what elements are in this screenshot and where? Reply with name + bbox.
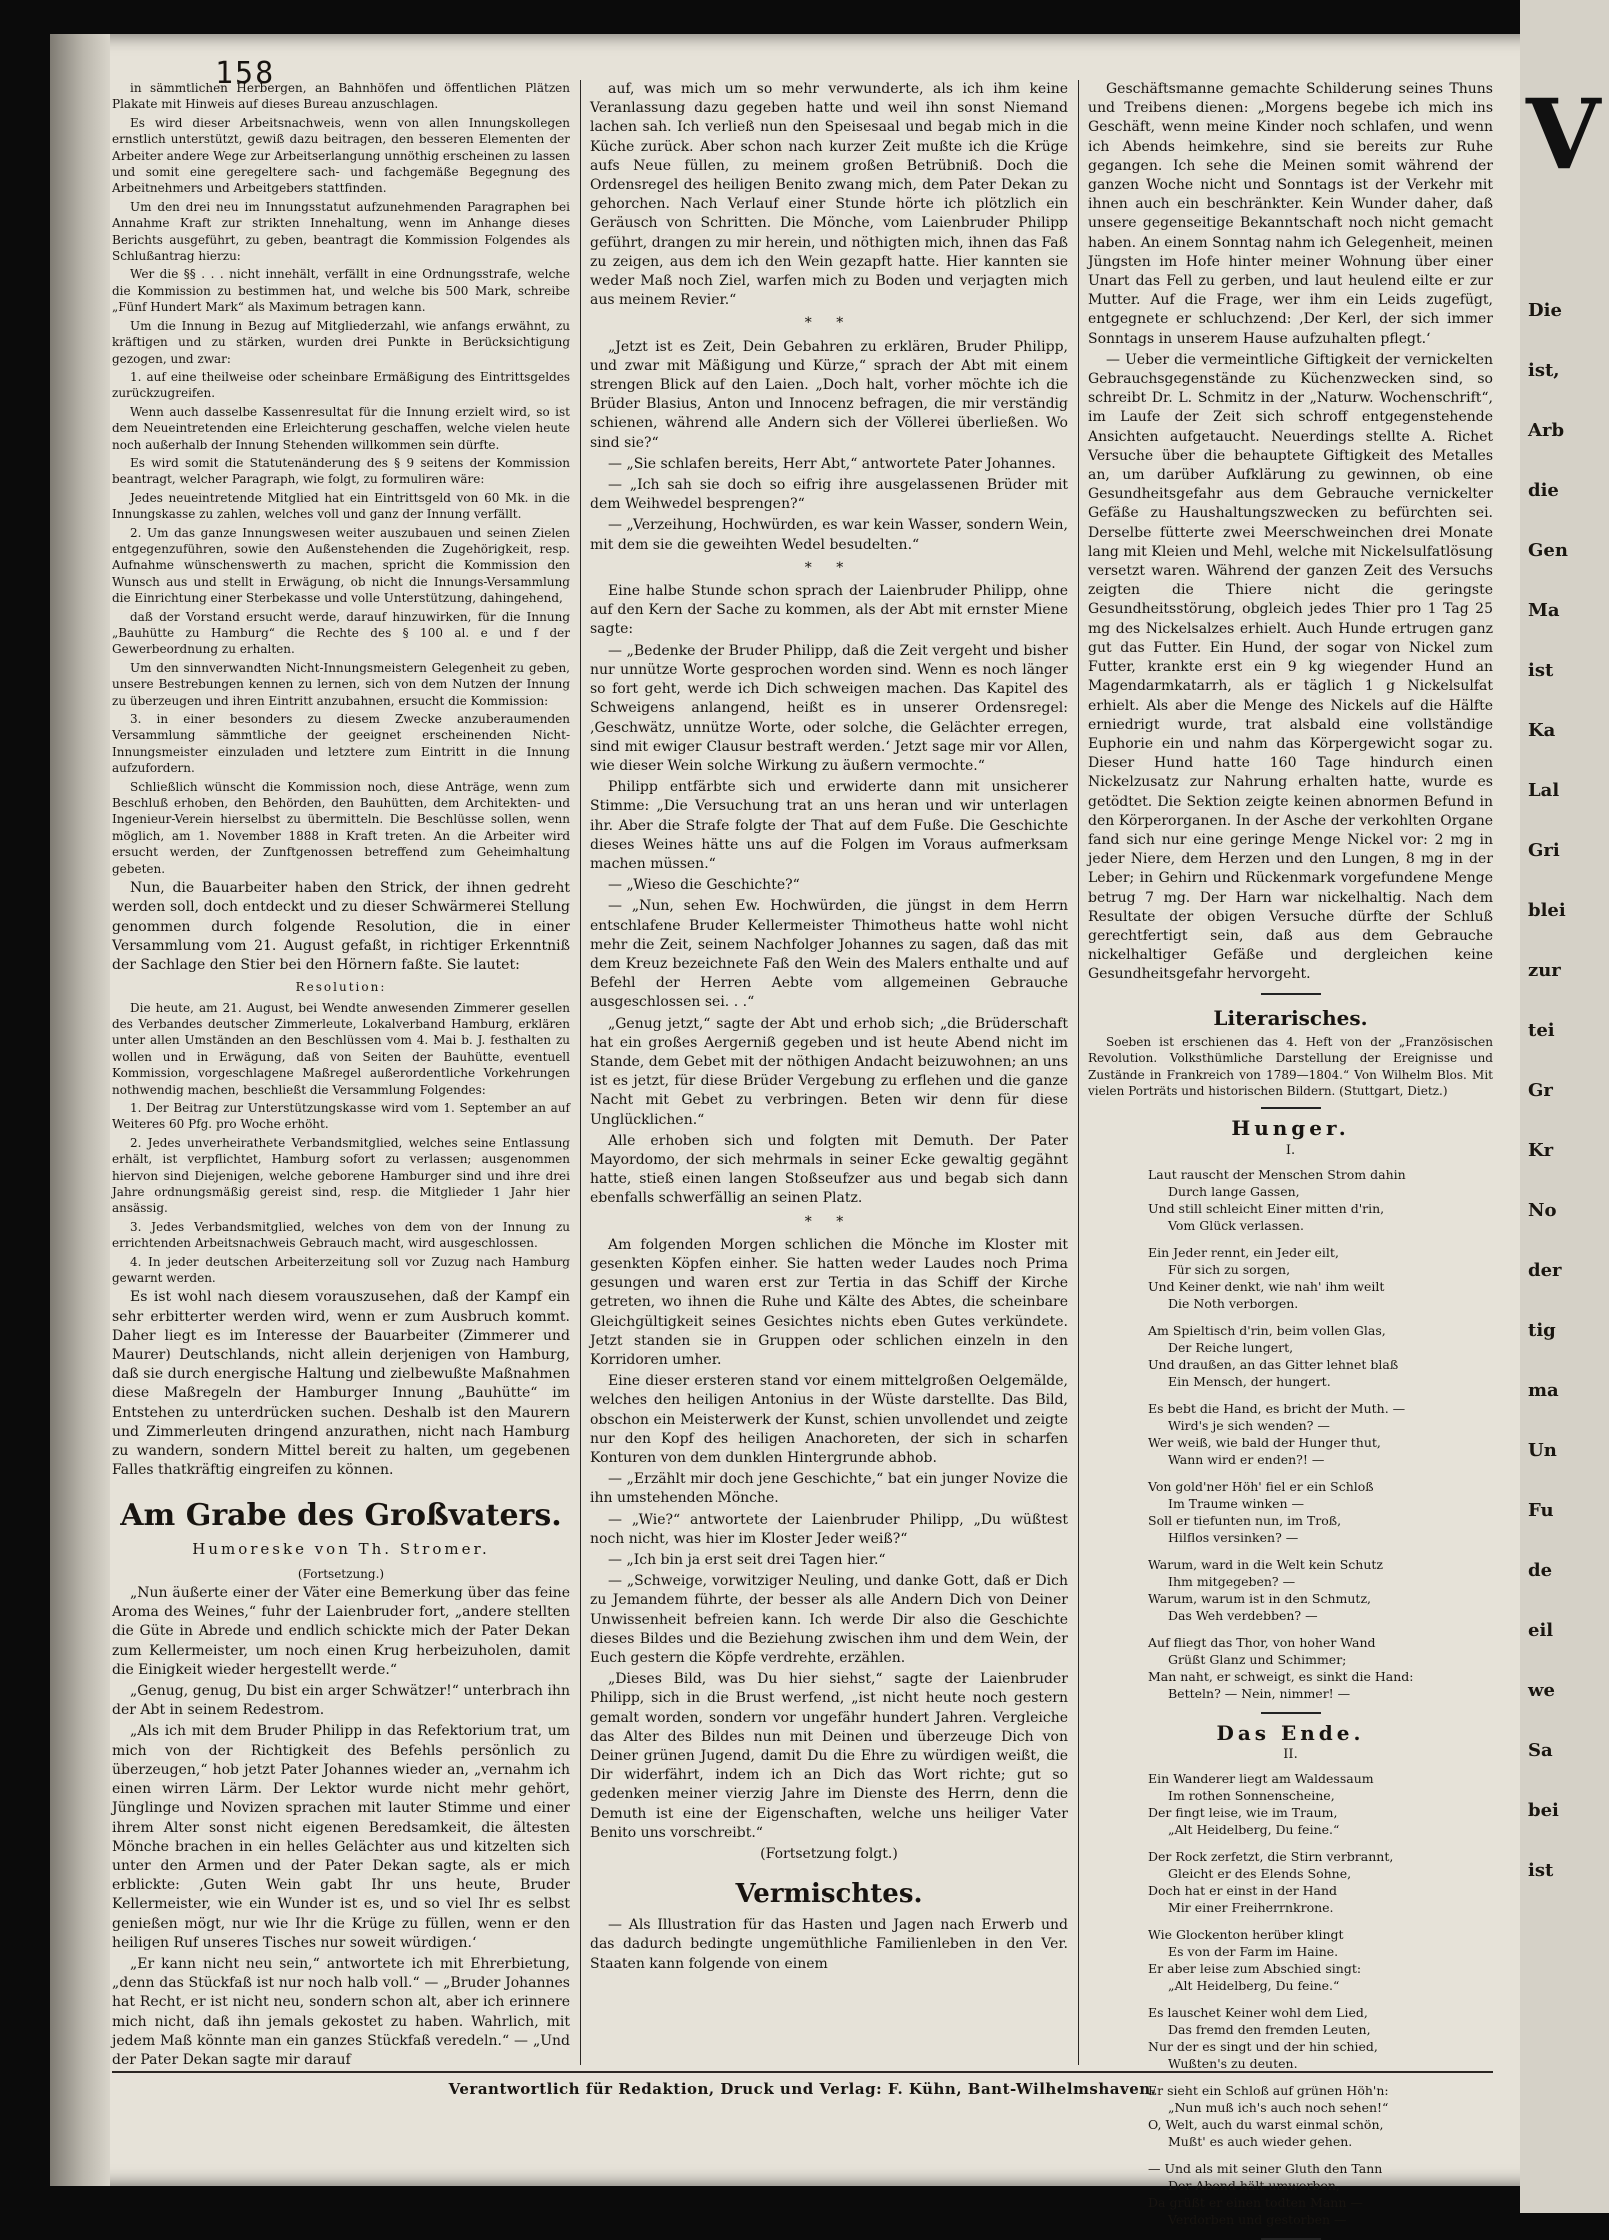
divider [1261, 1712, 1321, 1714]
poem-title-ende: Das Ende. [1216, 1720, 1365, 1745]
poem-line: Grüßt Glanz und Schimmer; [1168, 1651, 1347, 1667]
paragraph: 4. In jeder deutschen Arbeiterzeitung soll vor Zuzug nach Hamburg gewarnt werden. [112, 1254, 570, 1286]
adjacent-text-fragment: tei [1528, 1020, 1555, 1041]
paragraph: — „Ich bin ja erst seit drei Tagen hier.“ [608, 1552, 886, 1569]
adjacent-text-fragment: ist [1528, 1860, 1554, 1881]
column-1 [112, 80, 570, 2068]
paragraph: Es wird dieser Arbeitsnachweis, wenn von allen Innungskollegen ernstlich unterstützt, gewiß dazu beitragen, den besseren Elementen der Arbeiter andere Wege zur Arbeitserlangung unnöthig erscheinen zu lassen und somit eine geregeltere sach- und fachgemäße Begegnung des Arbeitnehmers und Arbeitgebers stattfinden. [112, 115, 570, 196]
paragraph: daß der Vorstand ersucht werde, darauf hinzuwirken, für die Innung „Bauhütte zu Hamburg“ die Rechte des § 100 al. e und f der Gewerbeordnung zu erhalten. [112, 609, 570, 657]
paragraph: „Nun äußerte einer der Väter eine Bemerkung über das feine Aroma des Weines,“ fuhr der Laienbruder fort, „andere stellten die Güte in Abrede und endlich schickte mich der Pater Dekan zum Kellermeister, um noch einen Krug herbeizuholen, damit die Einigkeit wieder hergestellt werde.“ [112, 1585, 570, 1678]
poem-line: Verdorben und gestorben — [1168, 2212, 1347, 2228]
poem-part-number: II. [1283, 1746, 1298, 1762]
paragraph: — Als Illustration für das Hasten und Jagen nach Erwerb und das dadurch bedingte ungemüthliche Familienleben in den Ver. Staaten kann folgende von einem [590, 1917, 1068, 1972]
paragraph: Um die Innung in Bezug auf Mitgliederzahl, wie anfangs erwähnt, zu kräftigen und zu stärken, wurden drei Punkte in Berücksichtigung gezogen, und zwar: [112, 318, 570, 366]
paragraph: Es wird somit die Statutenänderung des § 9 seitens der Kommission beantragt, welcher Paragraph, wie folgt, zu formuliren wäre: [112, 455, 570, 487]
poem-line: Der Reiche lungert, [1168, 1339, 1294, 1355]
adjacent-text-fragment: Ka [1528, 720, 1556, 741]
story-author: Humoreske von Th. Stromer. [192, 1540, 490, 1559]
poem-stanza [1148, 1244, 1493, 1312]
paragraph: — „Wie?“ antwortete der Laienbruder Philipp, „Du wüßtest noch nicht, was hier im Kloster Jeder weiß?“ [590, 1511, 1068, 1547]
poem-line: Er aber leise zum Abschied singt: [1148, 1961, 1362, 1977]
adjacent-text-fragment: ma [1528, 1380, 1559, 1401]
poem-line: Der Abend hält umworben, [1168, 2178, 1340, 2194]
poem-line: Nur der es singt und der hin schied, [1148, 2039, 1378, 2055]
paragraph: Philipp entfärbte sich und erwiderte dann mit unsicherer Stimme: „Die Versuchung trat an uns heran und wir unterlagen ihr. Aber die Strafe folgte der That auf dem Fuße. Die Geschichte dieses Weines hätte uns auf die Folgen im Voraus aufmerksam machen müssen.“ [590, 779, 1068, 872]
paragraph: — „Bedenke der Bruder Philipp, daß die Zeit vergeht und bisher nur unnütze Worte gesprochen worden sind. Wenn es noch länger so fort geht, werde ich Dich schweigen machen. Das Kapitel des Schweigens anlangend, heißt es in unserer Ordensregel: ‚Geschwätz, unnütze Worte, oder solche, die Gelächter erregen, sind mit ewiger Clausur bestraft werden.‘ Jetzt sage mir vor Allen, wie dieser Wein solche Wirkung zu äußern vermochte.“ [590, 642, 1068, 774]
story-title: Am Grabe des Großvaters. [120, 1498, 562, 1534]
adjacent-text-fragment: Gen [1528, 540, 1568, 561]
poem-line: Auf fliegt das Thor, von hoher Wand [1148, 1634, 1376, 1650]
paragraph: Eine halbe Stunde schon sprach der Laienbruder Philipp, ohne auf den Kern der Sache zu kommen, als der Abt mit ernster Miene sagte: [590, 583, 1068, 638]
poem-line: Wußten's zu deuten. [1168, 2056, 1298, 2072]
poem-line: „Alt Heidelberg, Du feine.“ [1168, 1822, 1340, 1838]
poem-line: Da grüßt er einen todten Mann — [1148, 2195, 1363, 2211]
poem-line: Der Rock zerfetzt, die Stirn verbrannt, [1148, 1849, 1394, 1865]
footer-rule [112, 2071, 1493, 2073]
poem-line: Am Spieltisch d'rin, beim vollen Glas, [1148, 1322, 1386, 1338]
paragraph: in sämmtlichen Herbergen, an Bahnhöfen und öffentlichen Plätzen Plakate mit Hinweis auf dieses Bureau anzuschlagen. [112, 81, 570, 112]
paragraph: — „Verzeihung, Hochwürden, es war kein Wasser, sondern Wein, mit dem sie die geweihten Wedel besudelten.“ [590, 517, 1068, 553]
column-3 [1088, 80, 1493, 2228]
paragraph: — „Ich sah sie doch so eifrig ihre ausgelassenen Brüder mit dem Weihwedel besprengen?“ [590, 477, 1068, 513]
page-number: 158 [215, 56, 276, 91]
poem-line: Ein Wanderer liegt am Waldessaum [1148, 1771, 1374, 1787]
adjacent-text-fragment: Un [1528, 1440, 1557, 1461]
paragraph: Alle erhoben sich und folgten mit Demuth. Der Pater Mayordomo, der sich mehrmals in seiner Ecke gewaltig gegähnt hatte, stieß einen langen Stoßseufzer aus und begab sich dann ebenfalls schwerfällig an seinen Platz. [590, 1132, 1068, 1207]
adjacent-text-fragment: ist [1528, 660, 1554, 681]
adjacent-text-fragment: Ma [1528, 600, 1560, 621]
divider [1261, 1107, 1321, 1109]
paragraph: Wenn auch dasselbe Kassenresultat für die Innung erzielt wird, so ist dem Neueintretenden eine Erleichterung geschaffen, welche vielen heute noch außerhalb der Innung Stehenden willkommen sein dürfte. [112, 404, 570, 452]
poem-line: Es bebt die Hand, es bricht der Muth. — [1148, 1400, 1406, 1416]
poem-line: Ein Mensch, der hungert. [1168, 1373, 1331, 1389]
paragraph: 3. Jedes Verbandsmitglied, welches von dem von der Innung zu errichtenden Arbeitsnachweis Gebrauch macht, wird ausgeschlossen. [112, 1219, 570, 1251]
poem-line: Es von der Farm im Haine. [1168, 1944, 1339, 1960]
poem-line: — Und als mit seiner Gluth den Tann [1148, 2161, 1383, 2177]
poem-line: O, Welt, auch du warst einmal schön, [1148, 2117, 1384, 2133]
poem-ende [1088, 1770, 1493, 2228]
poem-line: Im rothen Sonnenscheine, [1168, 1788, 1335, 1804]
paragraph: „Als ich mit dem Bruder Philipp in das Refektorium trat, um mich von der Richtigkeit des Befehls persönlich zu überzeugen,“ hob jetzt Pater Johannes wieder an, „vernahm ich einen wirren Lärm. Der Lektor wurde nicht mehr gehört, Jünglinge und Novizen sprachen mit lauter Stimme und einer ihrem Alter sonst nicht eigenen Beredsamkeit, die ältesten Mönche brachen in ein helles Gelächter aus und kitzelten sich unter den Armen und der Pater Dekan sagte, als er mich erblickte: ‚Guten Wein gabt Ihr uns heute, Bruder Kellermeister, wie ein Wunder ist es, und so viel Ihr es selbst genießen mögt, nur wie Ihr die Krüge zu füllen, wenn er den heiligen Ruf unseres Tisches nur soweit würdigen.‘ [112, 1723, 570, 1951]
paragraph: Geschäftsmanne gemachte Schilderung seines Thuns und Treibens dienen: „Morgens begebe ich mich ins Geschäft, wenn meine Kinder noch schlafen, und wenn ich Abends heimkehre, sind sie bereits zur Ruhe gegangen. Ich sehe die Meinen somit während der ganzen Woche nicht und Sonntags ist der Verkehr mit ihnen auch ein beschränkter. Kein Wunder daher, daß unsere gegenseitige Bekanntschaft noch nicht gemacht haben. An einem Sonntag nahm ich Gelegenheit, meinen Jüngsten im Hofe hinter meiner Wohnung über einer Unart das Fell zu gerben, und laut heulend eilte er zur Mutter. Auf die Frage, wer ihm ein Leids zugefügt, entgegnete er schluchzend: ‚Der Kerl, der sich immer Sonntags in unserem Hause aufzuhalten pflegt.‘ [1088, 81, 1493, 347]
poem-line: Hilflos versinken? — [1168, 1529, 1299, 1545]
adjacent-text-fragment: Sa [1528, 1740, 1553, 1761]
paragraph: Jedes neueintretende Mitglied hat ein Eintrittsgeld von 60 Mk. in die Innungskasse zu zahlen, welches voll und ganz der Innung verfällt. [112, 490, 570, 522]
poem-line: Er sieht ein Schloß auf grünen Höh'n: [1148, 2083, 1389, 2099]
paragraph: Eine dieser ersteren stand vor einem mittelgroßen Oelgemälde, welches den heiligen Antonius in der Wüste darstellte. Das Bild, obschon ein Meisterwerk der Kunst, schien unvollendet und zeigte nur den Kopf des heiligen Anachoreten, der sich in scharfen Konturen von dem dunklen Hintergrunde abhob. [590, 1373, 1068, 1467]
poem-line: Laut rauscht der Menschen Strom dahin [1148, 1166, 1406, 1182]
paragraph: „Genug jetzt,“ sagte der Abt und erhob sich; „die Brüderschaft hat ein großes Aergerniß gegeben und ist heute Abend nicht im Stande, dem Gebet mit der nöthigen Andacht beizuwohnen; an uns ist es jetzt, für diese Brüder Vergebung zu erflehen und die ganze Nacht mit Gebet zu verbringen. Beten wir denn für diese Unglücklichen.“ [590, 1015, 1068, 1128]
paragraph: 2. Um das ganze Innungswesen weiter auszubauen und seinen Zielen entgegenzuführen, sowie den Außenstehenden die Zugehörigkeit, resp. Aufnahme wünschenswerth zu machen, spricht die Kommission den Wunsch aus und stellt in Erwägung, ob nicht die Innungs-Versammlung die Einrichtung einer Sterbekasse und volle Unterstützung, dahingehend, [112, 525, 570, 606]
poem-stanza [1148, 2160, 1493, 2228]
adjacent-text-fragment: Die [1528, 300, 1562, 321]
poem-line: Der fingt leise, wie im Traum, [1148, 1805, 1338, 1821]
paragraph: Soeben ist erschienen das 4. Heft von der „Französischen Revolution. Volksthümliche Darstellung der Ereignisse und Zustände in Frankreich von 1789—1804.“ Von Wilhelm Blos. Mit vielen Porträts und historischen Bildern. (Stuttgart, Dietz.) [1088, 1034, 1493, 1098]
poem-line: Warum, ward in die Welt kein Schutz [1148, 1556, 1384, 1572]
adjacent-text-fragment: Kr [1528, 1140, 1554, 1161]
poem-stanza [1148, 1770, 1493, 1838]
poem-line: Warum, warum ist in den Schmutz, [1148, 1590, 1371, 1606]
poem-stanza [1148, 2004, 1493, 2072]
paragraph: 3. in einer besonders zu diesem Zwecke anzuberaumenden Versammlung sämmtliche der geeignet erscheinenden Nicht-Innungsmeister einzuladen und letztere zum Eintritt in die Innung aufzufordern. [112, 712, 570, 776]
poem-hunger [1088, 1166, 1493, 1702]
section-title-literary: Literarisches. [1213, 1005, 1368, 1030]
poem-line: Ein Jeder rennt, ein Jeder eilt, [1148, 1244, 1339, 1260]
poem-stanza [1148, 1848, 1493, 1916]
poem-part-number: I. [1285, 1142, 1296, 1158]
paragraph: — „Erzählt mir doch jene Geschichte,“ bat ein junger Novize die ihn umstehenden Mönche. [590, 1471, 1068, 1507]
resolution-heading: Resolution: [295, 980, 387, 995]
adjacent-text-fragment: Lal [1528, 780, 1560, 801]
poem-line: Soll er tiefunten nun, im Troß, [1148, 1512, 1342, 1528]
paragraph: — „Sie schlafen bereits, Herr Abt,“ antwortete Pater Johannes. [608, 455, 1056, 472]
paragraph: auf, was mich um so mehr verwunderte, als ich ihm keine Veranlassung dazu gegeben hatte und weil ihn sonst Niemand lachen sah. Ich verließ nun den Speisesaal und begab mich in die Küche zurück. Aber schon nach kurzer Zeit mußte ich die Krüge aufs Neue füllen, zu meinem großen Betrübniß. Doch die Ordensregel des heiligen Benito zwang mich, dem Pater Dekan zu gehorchen. Nach Verlauf einer Stunde hörte ich plötzlich ein Geräusch von Schritten. Die Mönche, vom Laienbruder Philipp geführt, drangen zu mir herein, und nöthigten mich, ihnen das Faß zu zeigen, aus dem ich den Wein gezapft hatte. Hier kannten sie weder Maß noch Ziel, warfen mich zu Boden und verjagten mich aus meinem Revier.“ [590, 81, 1068, 309]
poem-line: Ihm mitgegeben? — [1168, 1573, 1296, 1589]
adjacent-text-fragment: Fu [1528, 1500, 1554, 1521]
poem-line: Das Weh verdebben? — [1168, 1607, 1318, 1623]
imprint-line: Verantwortlich für Redaktion, Druck und Verlag: F. Kühn, Bant-Wilhelmshaven. [448, 2080, 1157, 2098]
paragraph: 1. Der Beitrag zur Unterstützungskasse wird vom 1. September an auf Weiteres 60 Pfg. pro Woche erhöht. [112, 1100, 570, 1132]
paragraph: Nun, die Bauarbeiter haben den Strick, der ihnen gedreht werden soll, doch entdeckt und zu dieser Schwärmerei Stellung genommen durch folgende Resolution, die in einer Versammlung vom 21. August gefaßt, in richtiger Erkenntniß der Sachlage den Stier bei den Hörnern faßte. Sie lautet: [112, 880, 570, 973]
section-separator: * * [804, 559, 854, 576]
section-title-misc: Vermischtes. [735, 1879, 923, 1910]
column-rule-1 [580, 80, 581, 2065]
paragraph: — „Schweige, vorwitziger Neuling, und danke Gott, daß er Dich zu Jemandem führte, der besser als alle Andern Dich von Deiner Unwissenheit befreien kann. Ich werde Dir also die Geschichte dieses Bildes und die Beziehung zwischen ihm und dem Wein, der Euch gestern die Köpfe verdrehte, erzählen. [590, 1573, 1068, 1667]
paragraph: Die heute, am 21. August, bei Wendte anwesenden Zimmerer gesellen des Verbandes deutscher Zimmerleute, Lokalverband Hamburg, erklären unter allen Umständen an den Beschlüssen vom 4. Mai b. J. festhalten zu wollen und in Erwägung, daß von Seiten der Bauhütte, eventuell Kommission, vorgeschlagene Maßregel außerordentliche Vorkehrungen nothwendig machen, beschließt die Versammlung Folgendes: [112, 1000, 570, 1097]
poem-stanza [1148, 1166, 1493, 1234]
adjacent-text-fragment: tig [1528, 1320, 1556, 1341]
paragraph: Schließlich wünscht die Kommission noch, diese Anträge, wenn zum Beschluß erhoben, den Behörden, den Bauhütten, dem Architekten- und Ingenieur-Verein hierselbst zu übermitteln. Die Beschlüsse sollen, wenn möglich, am 1. November 1888 in Kraft treten. An die Arbeiter wird ersucht werden, der Zunftgenossen betreffend zum Geheimhaltung gebeten. [112, 779, 570, 876]
paragraph: „Jetzt ist es Zeit, Dein Gebahren zu erklären, Bruder Philipp, und zwar mit Mäßigung und Kürze,“ sprach der Abt mit einem strengen Blick auf den Laien. „Doch halt, vorher möchte ich die Brüder Blasius, Anton und Innocenz befragen, die mir verständig schienen, während alle Andern sich der Völlerei überließen. Wo sind sie?“ [590, 338, 1068, 451]
paragraph: 2. Jedes unverheirathete Verbandsmitglied, welches seine Entlassung erhält, ist verpflichtet, Hamburg sofort zu verlassen; ausgenommen hiervon sind Diejenigen, welche geborene Hamburger sind und ihre drei Jahre ordnungsmäßig gereist sind, resp. die Mitglieder 1 Jahr hier ansässig. [112, 1135, 570, 1216]
poem-line: Mußt' es auch wieder gehen. [1168, 2134, 1353, 2150]
poem-line: Doch hat er einst in der Hand [1148, 1883, 1338, 1899]
adjacent-text-fragment: ist, [1528, 360, 1560, 381]
adjacent-text-fragment: der [1528, 1260, 1562, 1281]
poem-line: Wer weiß, wie bald der Hunger thut, [1148, 1434, 1381, 1450]
poem-line: Es lauschet Keiner wohl dem Lied, [1148, 2005, 1368, 2021]
poem-line: Vom Glück verlassen. [1168, 1217, 1304, 1233]
column-rule-2 [1078, 80, 1079, 2065]
poem-line: Betteln? — Nein, nimmer! — [1168, 1685, 1351, 1701]
poem-stanza [1148, 1322, 1493, 1390]
adjacent-text-fragment: eil [1528, 1620, 1554, 1641]
paragraph: „Dieses Bild, was Du hier siehst,“ sagte der Laienbruder Philipp, sich in die Brust werfend, „ist nicht heute noch gestern gemalt worden, sondern vor ungefähr hundert Jahren. Vergleiche das Alter des Bildes nun mit Deinen und überzeuge Dich von Deiner grünen Jugend, damit Du die Ehre zu würdigen weißt, die Dir widerfährt, indem ich an Dich das Wort richte; gut so gedenken meiner vierzig Jahre im Dienste des Herrn, denn die Demuth ist eine der Eigenschaften, welche uns heiliger Vater Benito uns vorschreibt.“ [590, 1671, 1068, 1841]
continued-note: (Fortsetzung.) [297, 1566, 385, 1581]
paragraph: „Genug, genug, Du bist ein arger Schwätzer!“ unterbrach ihn der Abt in seinem Redestrom. [112, 1683, 570, 1719]
paragraph: Es ist wohl nach diesem vorauszusehen, daß der Kampf ein sehr erbitterter werden wird, wenn er zum Ausbruch kommt. Daher liegt es im Interesse der Bauarbeiter (Zimmerer und Maurer) Deutschlands, nicht allein derjenigen von Hamburg, daß sie durch energische Haltung und zielbewußte Maßnahmen diese Maßregeln der Hamburger Innung „Bauhütte“ im Entstehen zu unterdrücken suchen. Deshalb ist den Maurern und Zimmerleuten dringend anzurathen, nicht nach Hamburg zu wandern, sondern Mittel bereit zu halten, um gegebenen Falles thatkräftig eingreifen zu können. [112, 1289, 570, 1479]
paragraph: — „Wieso die Geschichte?“ [608, 877, 800, 894]
adjacent-text-fragment: die [1528, 480, 1559, 501]
adjacent-text-fragment: de [1528, 1560, 1553, 1581]
poem-line: Im Traume winken — [1168, 1495, 1305, 1511]
poem-line: Das fremd den fremden Leuten, [1168, 2022, 1371, 2038]
poem-line: Wie Glockenton herüber klingt [1148, 1927, 1344, 1943]
poem-stanza [1148, 1926, 1493, 1994]
adjacent-text-fragment: we [1528, 1680, 1555, 1701]
adjacent-text-fragment: blei [1528, 900, 1566, 921]
poem-stanza [1148, 1478, 1493, 1546]
poem-line: Wann wird er enden?! — [1168, 1451, 1325, 1467]
poem-line: Für sich zu sorgen, [1168, 1261, 1291, 1277]
to-be-continued: (Fortsetzung folgt.) [760, 1846, 898, 1863]
poem-line: Von gold'ner Höh' fiel er ein Schloß [1148, 1478, 1374, 1494]
poem-stanza [1148, 1634, 1493, 1702]
poem-line: Man naht, er schweigt, es sinkt die Hand: [1148, 1668, 1414, 1684]
paragraph: „Er kann nicht neu sein,“ antwortete ich mit Ehrerbietung, „denn das Stückfaß ist nur noch halb voll.“ — „Bruder Johannes hat Recht, er ist nicht neu, sondern schon alt, aber ich erinnere mich nicht, daß ihn jemals gekostet zu haben. Wahrlich, mit jedem Maß könnte man ein ganzes Stückfaß veredeln.“ — „Und der Pater Dekan sagte mir darauf [112, 1955, 570, 2068]
paragraph: Um den sinnverwandten Nicht-Innungsmeistern Gelegenheit zu geben, unsere Bestrebungen kennen zu lernen, sich von dem Nutzen der Innung zu überzeugen und ihren Eintritt anzubahnen, ersucht die Kommission: [112, 660, 570, 708]
poem-line: Mir einer Freiherrnkrone. [1168, 1900, 1334, 1916]
poem-title-hunger: Hunger. [1231, 1116, 1350, 1141]
poem-line: Die Noth verborgen. [1168, 1295, 1299, 1311]
poem-line: Wird's je sich wenden? — [1168, 1417, 1330, 1433]
adjacent-text-fragment: No [1528, 1200, 1557, 1221]
paragraph: 1. auf eine theilweise oder scheinbare Ermäßigung des Eintrittsgeldes zurückzugreifen. [112, 369, 570, 401]
poem-stanza [1148, 1400, 1493, 1468]
paragraph: Wer die §§ . . . nicht innehält, verfällt in eine Ordnungsstrafe, welche die Kommission zu bestimmen hat, und welche bis 500 Mark, schreibe „Fünf Hundert Mark“ als Maximum betragen kann. [112, 267, 570, 315]
masthead-fragment: V [1526, 78, 1601, 191]
poem-line: „Alt Heidelberg, Du feine.“ [1168, 1978, 1340, 1994]
poem-line: „Nun muß ich's auch noch sehen!“ [1168, 2100, 1389, 2116]
poem-line: Gleicht er des Elends Sohne, [1168, 1866, 1352, 1882]
adjacent-text-fragment: Gr [1528, 1080, 1553, 1101]
paragraph: — Ueber die vermeintliche Giftigkeit der vernickelten Gebrauchsgegenstände zu Küchenzwecken sind, so schreibt Dr. L. Schmitz in der „Naturw. Wochenschrift“, im Laufe der Zeit sich schroff entgegenstehende Ansichten aufgetaucht. Neuerdings stellte A. Richet Versuche über die behauptete Giftigkeit des Metalles an, um darüber Aufklärung zu gewinnen, ob eine Gesundheitsgefahr aus dem Gebrauche vernickelter Gefäße zu Haushaltungszwecken zu befürchten sei. Derselbe fütterte zwei Meerschweinchen drei Monate lang mit Kleien und Mehl, welche mit Nickelsulfatlösung versetzt waren. Während der ganzen Zeit des Versuchs zeigten die Thiere nicht die geringste Gesundheitsstörung, obgleich jedes Thier pro 1 Tag 25 mg des Nickelsalzes erhielt. Auch Hunde ertrugen ganz gut das Futter. Ein Hund, der sogar von Nickel zum Futter, krankte erst ein 9 kg wiegender Hund an Magendarmkatarrh, als er täglich 1 g Nickelsulfat erhielt. Als aber die Menge des Nickels auf die Hälfte erniedrigt wurde, trat alsbald eine vollständige Euphorie ein und nahm das Körpergewicht sogar zu. Dieser Hund hatte 160 Tage hindurch einen Nickelzusatz zur Nahrung erhalten hatte, wurde es getödtet. Die Sektion zeigte keinen abnormen Befund in den Körperorganen. In der Asche der verkohlten Organe fand sich nur eine geringe Menge Nickel vor: 2 mg in jeder Niere, dem Herzen und den Lungen, 8 mg in der Leber; in Gehirn und Rückenmark vorgefundene Menge betrug 7 mg. Der Harn war nickelhaltig. Nach dem Resultate der obigen Versuche dürfte der Schluß gerechtfertigt sein, daß aus dem Gebrauche nickelhaltiger Gefäße und dergleichen keine Gesundheitsgefahr hervorgeht. [1088, 351, 1493, 983]
section-separator: * * [804, 315, 854, 332]
paragraph: Um den drei neu im Innungsstatut aufzunehmenden Paragraphen bei Annahme Kraft zur strikten Innehaltung, wenn im Anhange dieses Berichts ausgeführt, zu geben, beantragt die Kommission Folgendes als Schlußantrag hierzu: [112, 199, 570, 264]
section-separator: * * [804, 1213, 854, 1230]
poem-line: Und Keiner denkt, wie nah' ihm weilt [1148, 1278, 1385, 1294]
adjacent-text-fragment: Gri [1528, 840, 1560, 861]
paragraph: Am folgenden Morgen schlichen die Mönche im Kloster mit gesenkten Köpfen einher. Sie hatten weder Laudes noch Prima gesungen und waren erst zur Tertia in das Schiff der Kirche getreten, wo ihnen die Ruhe und Kälte des Abtes, die scheinbare Gleichgültigkeit seines Gesichtes nichts eben Gutes verkündete. Jetzt standen sie in Gruppen oder schlichen einzeln in den Korridoren umher. [590, 1236, 1068, 1368]
adjacent-text-fragment: Arb [1528, 420, 1565, 441]
poem-stanza [1148, 1556, 1493, 1624]
poem-line: Und draußen, an das Gitter lehnet blaß [1148, 1356, 1399, 1372]
poem-line: Und still schleicht Einer mitten d'rin, [1148, 1200, 1385, 1216]
adjacent-page-edge [1520, 0, 1609, 2213]
poem-line: Durch lange Gassen, [1168, 1183, 1300, 1199]
page-binding-edge [50, 34, 110, 2186]
adjacent-text-fragment: bei [1528, 1800, 1559, 1821]
adjacent-text-fragment: zur [1528, 960, 1561, 981]
column-2 [590, 80, 1068, 2065]
divider [1261, 993, 1321, 995]
paragraph: — „Nun, sehen Ew. Hochwürden, die jüngst in dem Herrn entschlafene Bruder Kellermeister Thimotheus hatte wohl nicht mehr die Zeit, seinem Nachfolger Johannes zu sagen, daß das mit dem Kreuz bezeichnete Faß den Wein des Malers enthalte und auf Befehl der Herren Aebte vom allgemeinen Gebrauche ausgeschlossen sei. . .“ [590, 898, 1068, 1011]
